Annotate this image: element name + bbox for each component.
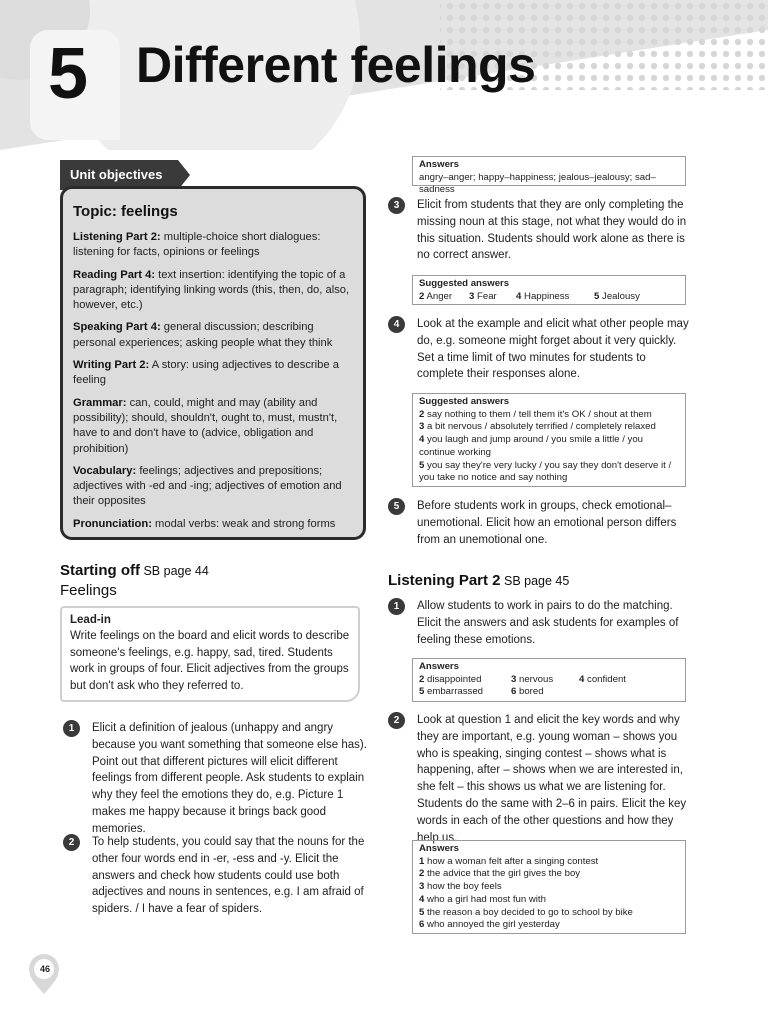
step-number-badge: 2 <box>388 712 405 729</box>
lead-in-box <box>60 606 360 702</box>
page-number-marker <box>27 952 61 996</box>
step-text: To help students, you could say that the nouns for the other four words end in -er, -ess and -y. Elicit the answers and check how students could use both adjectives and nouns in sentences, e.g. I am afraid of spiders. / I have a fear of spiders. <box>92 836 365 916</box>
objective-item: Pronunciation: modal verbs: weak and strong forms <box>73 517 336 530</box>
step-number-badge: 2 <box>63 834 80 851</box>
objective-item: Writing Part 2: A story: using adjectives to describe a feeling <box>73 359 339 387</box>
objective-item: Listening Part 2: multiple-choice short dialogues: listening for facts, opinions or feelings <box>73 231 321 259</box>
step-number-badge: 5 <box>388 498 405 515</box>
objectives-topic: Topic: feelings <box>73 203 178 220</box>
step-text: Allow students to work in pairs to do the matching. Elicit the answers and ask students for examples of feeling these emotions. <box>417 600 679 646</box>
page-title: Different feelings <box>136 37 536 93</box>
step-text: Look at question 1 and elicit the key words and why they are important, e.g. young woman – shows you who is speaking, singing contest – shows what is happening, after – shows when we are interested in, she felt – this shows us what we are listening for. Students do the same with 2–6 in pairs. Elicit the key words in each of the other questions and how they help us. <box>417 714 687 844</box>
lead-in-text: Write feelings on the board and elicit words to describe someone's feelings, e.g. happy, sad, tired. Students work in groups of four. Elicit adjectives from the groups but don't ask who they referred to. <box>70 630 350 692</box>
listening-heading: Listening Part 2 SB page 45 <box>388 572 570 589</box>
answers-box: Answers 1 how a woman felt after a singing contest 2 the advice that the girl gives the boy 3 how the boy feels 4 who a girl had most fun with 5 the reason a boy decided to go to school by bike 6 who annoyed the girl yesterday <box>412 840 686 934</box>
objectives-tag: Unit objectives <box>60 160 178 190</box>
objective-item: Speaking Part 4: general discussion; describing personal experiences; asking people what they think <box>73 321 333 349</box>
starting-off-subtitle: Feelings <box>60 582 117 599</box>
step-text: Elicit a definition of jealous (unhappy and angry because you want something that someone else has). Point out that different pictures will elicit different feelings from different people. Ask students to explain why they feel the emotions they do, e.g. Picture 1 makes me happy because it brings back good memories. <box>92 722 367 835</box>
objective-item: Grammar: can, could, might and may (ability and possibility); should, shouldn't, ought to, must, mustn't, have to and don't have to (advice, obligation and prohibition) <box>73 396 338 455</box>
step-number-badge: 4 <box>388 316 405 333</box>
page-number: 46 <box>40 964 51 974</box>
step-text: Before students work in groups, check emotional–unemotional. Elicit how an emotional person differs from an unemotional one. <box>417 500 677 546</box>
suggested-answers-box: Suggested answers 2 Anger 3 Fear 4 Happiness 5 Jealousy <box>412 275 686 305</box>
objectives-box <box>60 186 366 540</box>
unit-number: 5 <box>48 34 89 114</box>
answers-box: Answers angry–anger; happy–happiness; jealous–jealousy; sad–sadness <box>412 156 686 186</box>
objective-item: Vocabulary: feelings; adjectives and prepositions; adjectives with -ed and -ing; adjectives of emotion and their opposites <box>73 464 342 508</box>
suggested-answers-box: Suggested answers 2 say nothing to them / tell them it's OK / shout at them 3 a bit nervous / absolutely terrified / completely relaxed 4 you laugh and jump around / you smile a little / you continue working 5 you say they're very lucky / you say they don't deserve it / you take no notice and say nothing <box>412 393 686 487</box>
step-number-badge: 1 <box>63 720 80 737</box>
step-number-badge: 1 <box>388 598 405 615</box>
step-number-badge: 3 <box>388 197 405 214</box>
objective-item: Reading Part 4: text insertion: identifying the topic of a paragraph; identifying linking words (this, then, do, also, however, etc.) <box>73 268 350 312</box>
starting-off-heading: Starting off SB page 44 <box>60 562 209 579</box>
lead-in-heading: Lead-in <box>70 614 111 626</box>
step-text: Elicit from students that they are only completing the missing noun at this stage, not what they would do in this situation. Students should work alone as there is no correct answer. <box>417 199 687 262</box>
answers-box: Answers 2 disappointed 3 nervous 4 confident 5 embarrassed 6 bored <box>412 658 686 702</box>
location-pin-icon <box>27 952 61 996</box>
step-text: Look at the example and elicit what other people may do, e.g. someone might forget about it very quickly. Set a time limit of two minutes for students to complete their responses alone. <box>417 318 689 381</box>
